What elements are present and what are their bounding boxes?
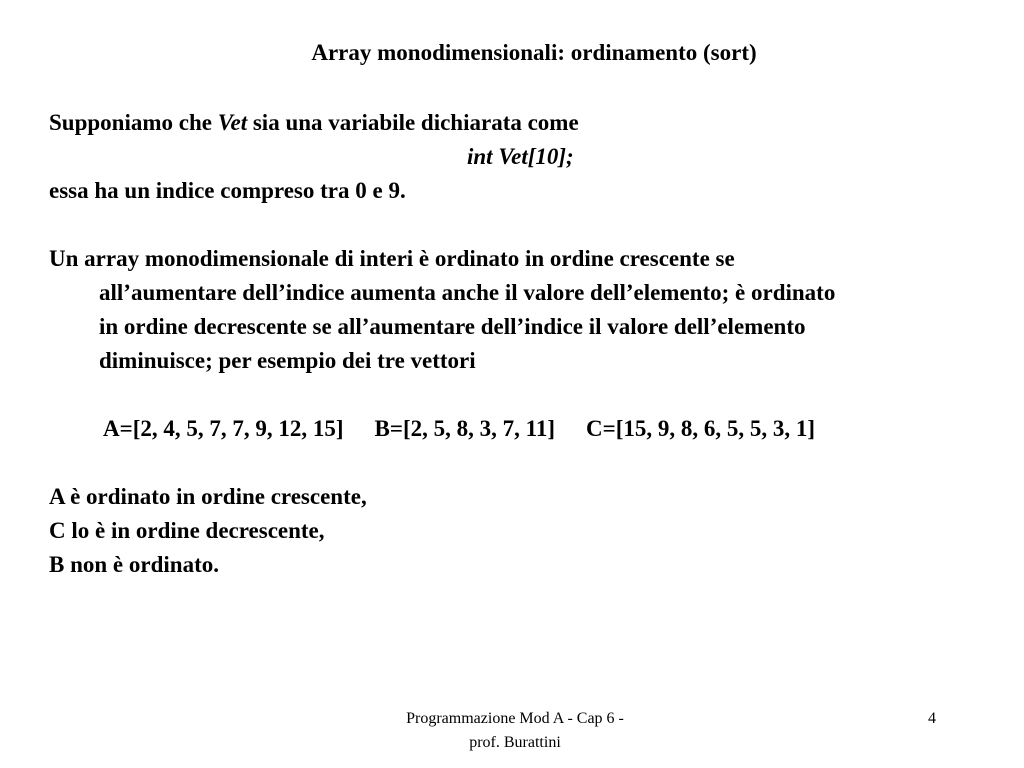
definition-line: all’aumentare dell’indice aumenta anche il valore dell’elemento; è ordinato [99,280,836,305]
declaration-code: int Vet[10]; [467,144,574,169]
arrays-example [49,412,1024,446]
spacer [49,446,1024,480]
spacer [49,208,1024,242]
intro-suffix: sia una variabile dichiarata come [247,110,579,135]
definition-line: in ordine decrescente se all’aumentare dell’indice il valore dell’elemento [99,314,806,339]
conclusion-line: C lo è in ordine decrescente, [49,518,325,543]
slide-body [49,106,1024,582]
array-a: A=[2, 4, 5, 7, 7, 9, 12, 15] [103,416,344,441]
footer-course-line2: prof. Burattini [469,734,561,751]
conclusion-line: A è ordinato in ordine crescente, [49,484,367,509]
conclusion-line: B non è ordinato. [49,552,219,577]
intro-variable: Vet [217,110,248,135]
array-b: B=[2, 5, 8, 3, 7, 11] [374,416,556,441]
intro-prefix: Supponiamo che [49,110,218,135]
slide-title: Array monodimensionali: ordinamento (sort) [311,40,757,65]
definition-line: diminuisce; per esempio dei tre vettori [99,348,476,373]
footer-course-line1: Programmazione Mod A - Cap 6 - [406,710,624,727]
index-range-line: essa ha un indice compreso tra 0 e 9. [49,178,406,203]
array-c: C=[15, 9, 8, 6, 5, 5, 3, 1] [586,416,816,441]
definition-line: Un array monodimensionale di interi è ordinato in ordine crescente se [49,246,735,271]
spacer [49,378,1024,412]
intro-line [49,106,1024,140]
page-number: 4 [928,710,936,727]
footer-course [360,707,670,755]
